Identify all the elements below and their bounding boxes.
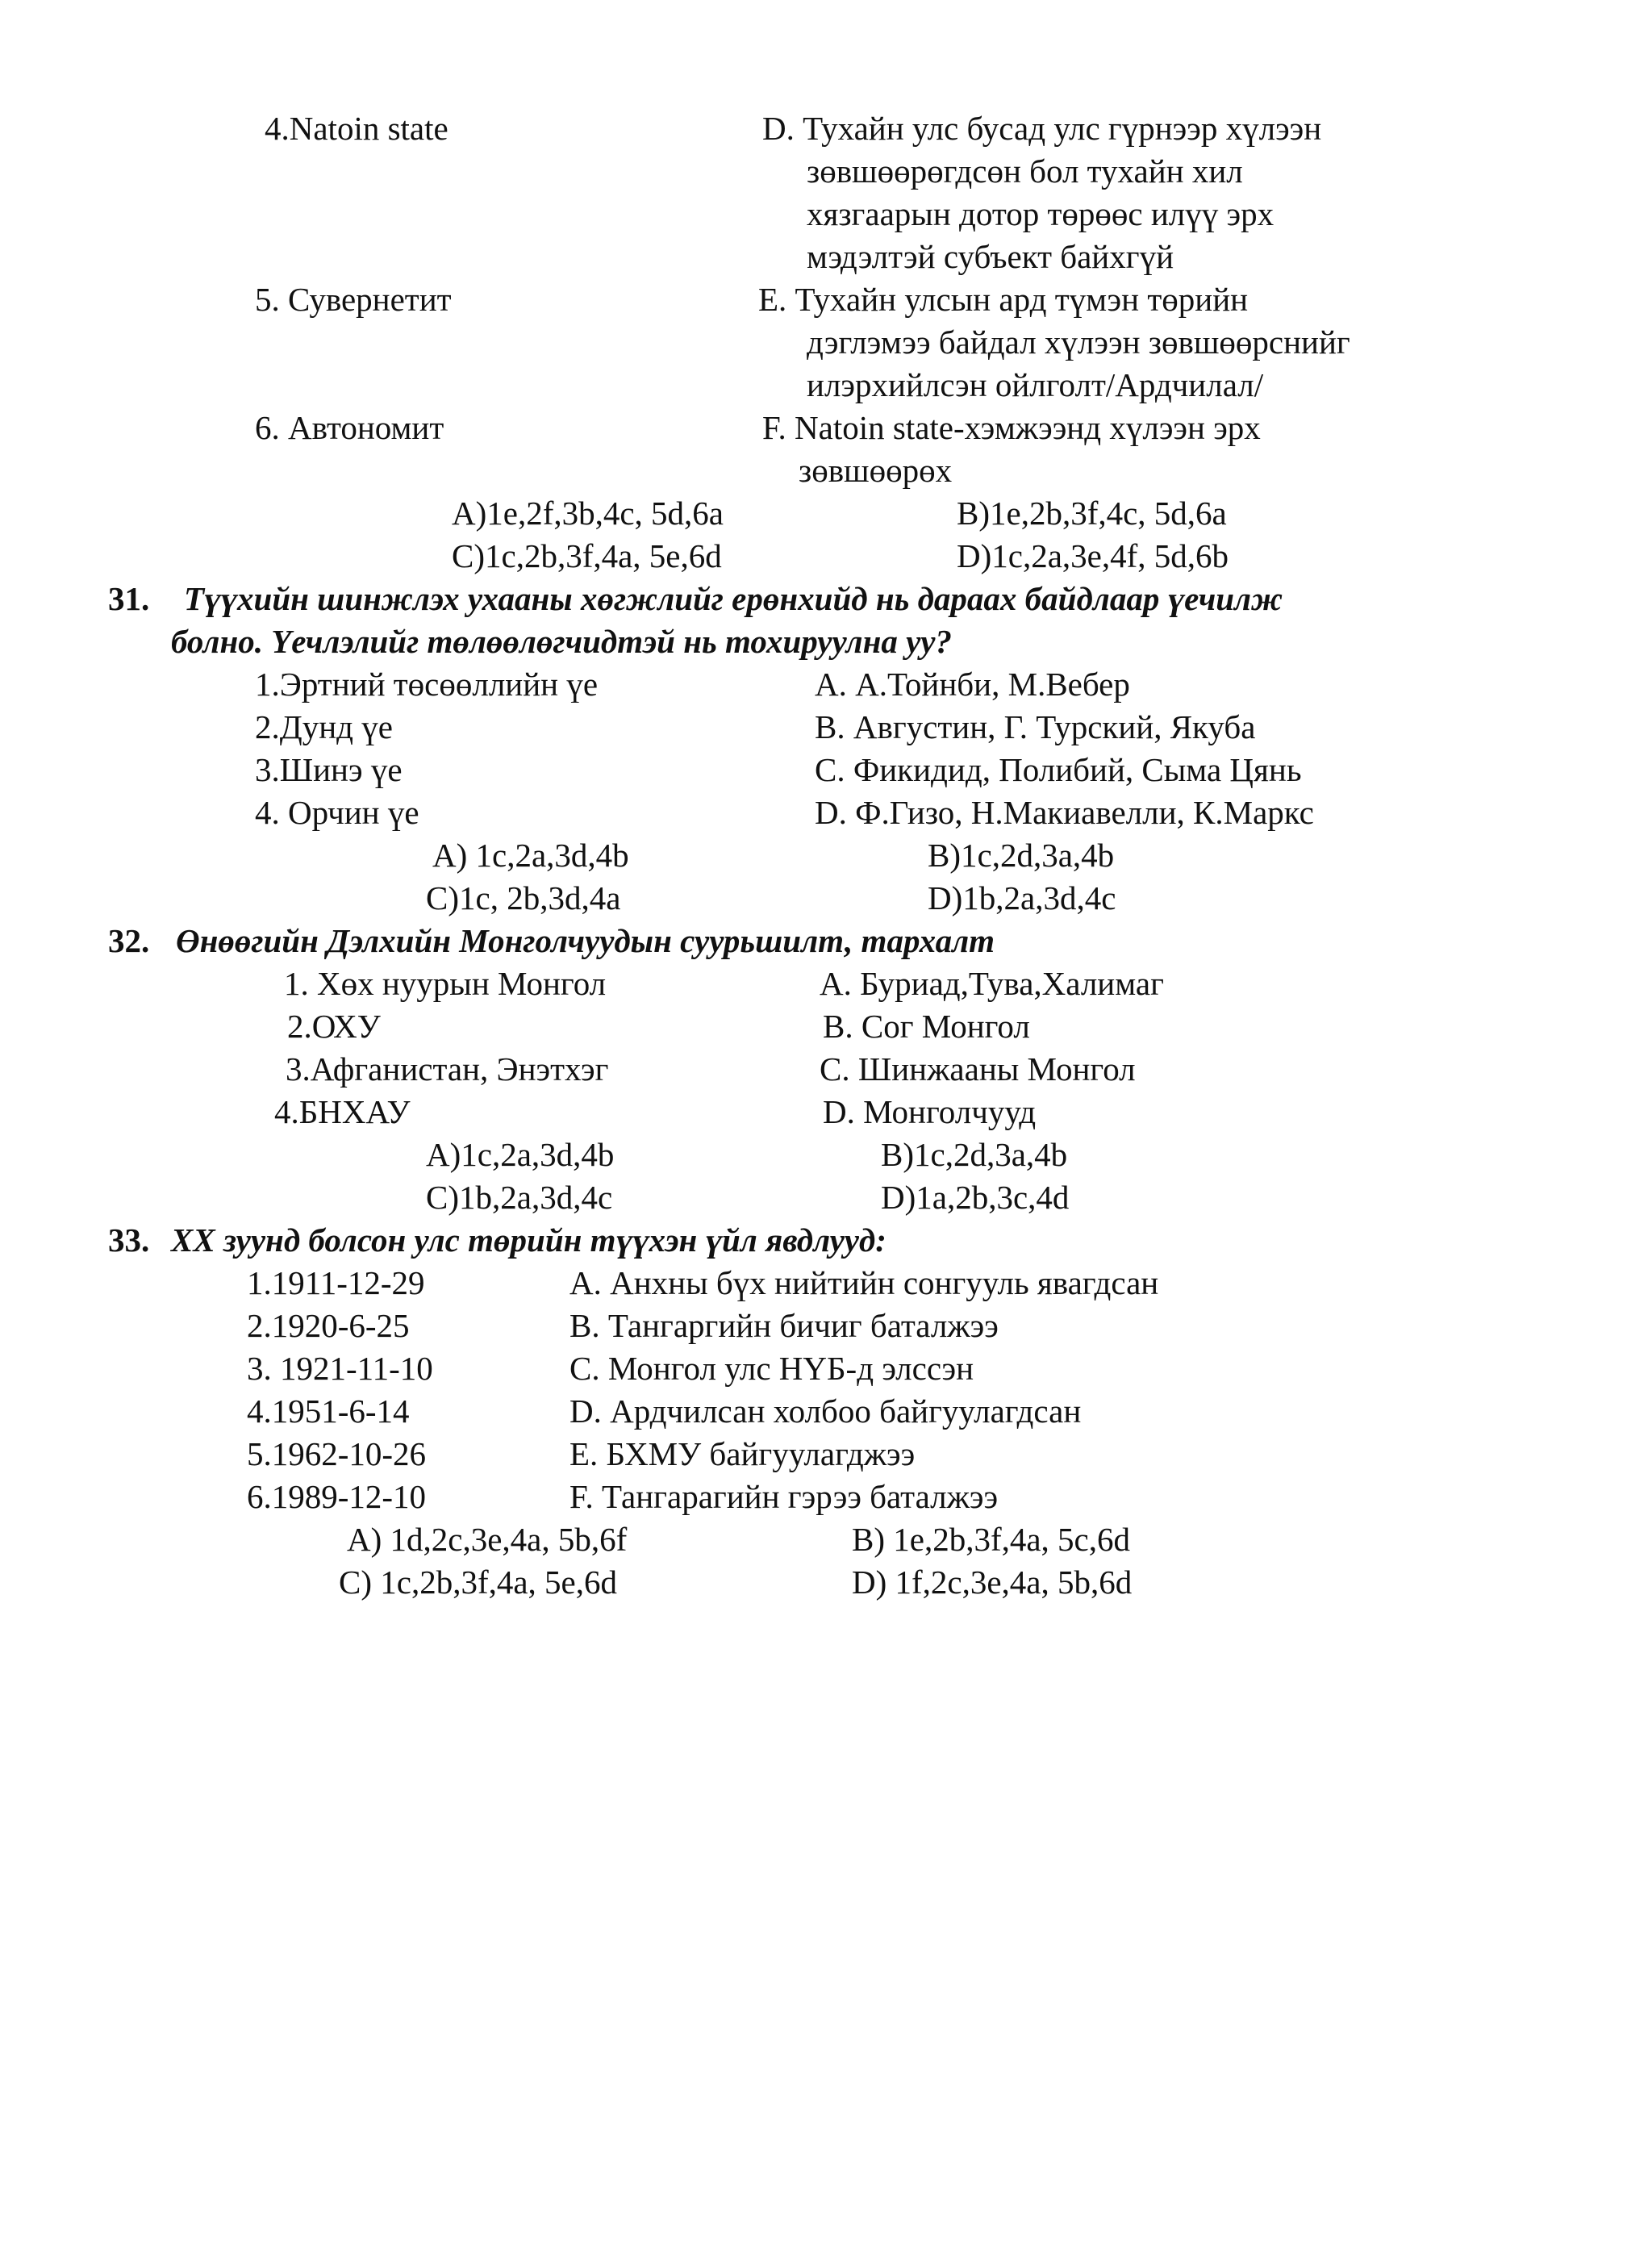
- q32-answer-c: C)1b,2a,3d,4c: [426, 1179, 613, 1216]
- q31-right-item-a: A. А.Тойнби, М.Вебер: [815, 666, 1130, 703]
- q32-left-item-2: 2.ОХУ: [287, 1008, 381, 1045]
- q32-right-item-d: D. Монголчууд: [823, 1093, 1037, 1130]
- q33-right-item-c: C. Монгол улс НҮБ-д элссэн: [569, 1350, 974, 1387]
- q30-answer-d: D)1c,2a,3e,4f, 5d,6b: [957, 537, 1229, 574]
- q32-right-item-a: A. Буриад,Тува,Халимаг: [820, 965, 1164, 1002]
- q32-right-item-c: C. Шинжааны Монгол: [820, 1050, 1136, 1088]
- q30-right-item-d-line4: мэдэлтэй субъект байхгүй: [807, 238, 1174, 275]
- q31-answer-c: C)1c, 2b,3d,4a: [426, 879, 621, 916]
- q32-answer-b: B)1c,2d,3a,4b: [881, 1136, 1068, 1173]
- q32-right-item-b: B. Сог Монгол: [823, 1008, 1030, 1045]
- q33-left-item-4: 4.1951-6-14: [247, 1392, 410, 1430]
- q32-title: Өнөөгийн Дэлхийн Монголчуудын суурьшилт, тархалт: [176, 922, 995, 959]
- q30-right-item-d-line2: зөвшөөрөгдсөн бол тухайн хил: [807, 152, 1243, 190]
- q31-title-line1: Түүхийн шинжлэх ухааны хөгжлийг ерөнхийд нь дараах байдлаар үечилж: [184, 580, 1283, 617]
- q32-left-item-3: 3.Афганистан, Энэтхэг: [286, 1050, 609, 1088]
- q31-right-item-d: D. Ф.Гизо, Н.Макиавелли, К.Маркс: [815, 794, 1314, 831]
- q33-right-item-b: B. Тангаргийн бичиг баталжээ: [569, 1307, 999, 1344]
- q33-left-item-3: 3. 1921-11-10: [247, 1350, 433, 1387]
- q32-answer-d: D)1a,2b,3c,4d: [881, 1179, 1070, 1216]
- q30-right-item-e-line3: илэрхийлсэн ойлголт/Ардчилал/: [807, 366, 1264, 403]
- q33-left-item-1: 1.1911-12-29: [247, 1264, 425, 1301]
- q31-number: 31.: [108, 580, 150, 617]
- q33-number: 33.: [108, 1221, 150, 1259]
- q32-answer-a: A)1c,2a,3d,4b: [426, 1136, 615, 1173]
- q31-answer-a: A) 1c,2a,3d,4b: [432, 837, 629, 874]
- q33-left-item-2: 2.1920-6-25: [247, 1307, 410, 1344]
- q32-left-item-1: 1. Хөх нуурын Монгол: [284, 965, 607, 1002]
- q33-answer-a: A) 1d,2c,3e,4a, 5b,6f: [347, 1521, 628, 1558]
- q33-answer-d: D) 1f,2c,3e,4a, 5b,6d: [852, 1564, 1133, 1601]
- q33-right-item-a: A. Анхны бүх нийтийн сонгууль явагдсан: [569, 1264, 1159, 1301]
- q31-left-item-1: 1.Эртний төсөөллийн үе: [255, 666, 599, 703]
- q30-right-item-d-line1: D. Тухайн улс бусад улс гүрнээр хүлээн: [762, 110, 1322, 147]
- q30-right-item-f-line2: зөвшөөрөх: [799, 452, 953, 489]
- q31-left-item-3: 3.Шинэ үе: [255, 751, 403, 788]
- q33-right-item-d: D. Ардчилсан холбоо байгуулагдсан: [569, 1392, 1082, 1430]
- q33-answer-b: B) 1e,2b,3f,4a, 5c,6d: [852, 1521, 1130, 1558]
- q31-left-item-2: 2.Дунд үе: [255, 708, 393, 745]
- q33-right-item-e: E. БХМУ байгуулагджээ: [569, 1435, 916, 1472]
- q31-right-item-b: B. Августин, Г. Турский, Якуба: [815, 708, 1256, 745]
- q33-right-item-f: F. Тангарагийн гэрээ баталжээ: [569, 1478, 999, 1515]
- q30-left-item-6: 6. Автономит: [255, 409, 444, 446]
- q30-right-item-f-line1: F. Natoin state-хэмжээнд хүлээн эрх: [762, 409, 1261, 446]
- q30-answer-a: A)1e,2f,3b,4c, 5d,6a: [452, 495, 724, 532]
- q31-right-item-c: C. Фикидид, Полибий, Сыма Цянь: [815, 751, 1302, 788]
- q30-right-item-e-line1: E. Тухайн улсын ард түмэн төрийн: [758, 281, 1249, 318]
- q30-right-item-e-line2: дэглэмээ байдал хүлээн зөвшөөрснийг: [807, 324, 1350, 361]
- q33-answer-c: C) 1c,2b,3f,4a, 5e,6d: [339, 1564, 617, 1601]
- q30-left-item-5: 5. Сувернетит: [255, 281, 452, 318]
- q33-left-item-5: 5.1962-10-26: [247, 1435, 427, 1472]
- q31-left-item-4: 4. Орчин үе: [255, 794, 419, 831]
- q30-left-item-4: 4.Natoin state: [265, 110, 448, 147]
- q31-title-line2: болно. Үечлэлийг төлөөлөгчидтэй нь тохируулна уу?: [171, 623, 953, 660]
- q30-answer-b: B)1e,2b,3f,4c, 5d,6a: [957, 495, 1227, 532]
- q30-right-item-d-line3: хязгаарын дотор төрөөс илүү эрх: [807, 195, 1274, 232]
- q32-left-item-4: 4.БНХАУ: [274, 1093, 411, 1130]
- q33-left-item-6: 6.1989-12-10: [247, 1478, 427, 1515]
- q31-answer-d: D)1b,2a,3d,4c: [928, 879, 1116, 916]
- q30-answer-c: C)1c,2b,3f,4a, 5e,6d: [452, 537, 722, 574]
- q31-answer-b: B)1c,2d,3a,4b: [928, 837, 1115, 874]
- q32-number: 32.: [108, 922, 150, 959]
- q33-title: XX зуунд болсон улс төрийн түүхэн үйл явдлууд:: [171, 1221, 886, 1259]
